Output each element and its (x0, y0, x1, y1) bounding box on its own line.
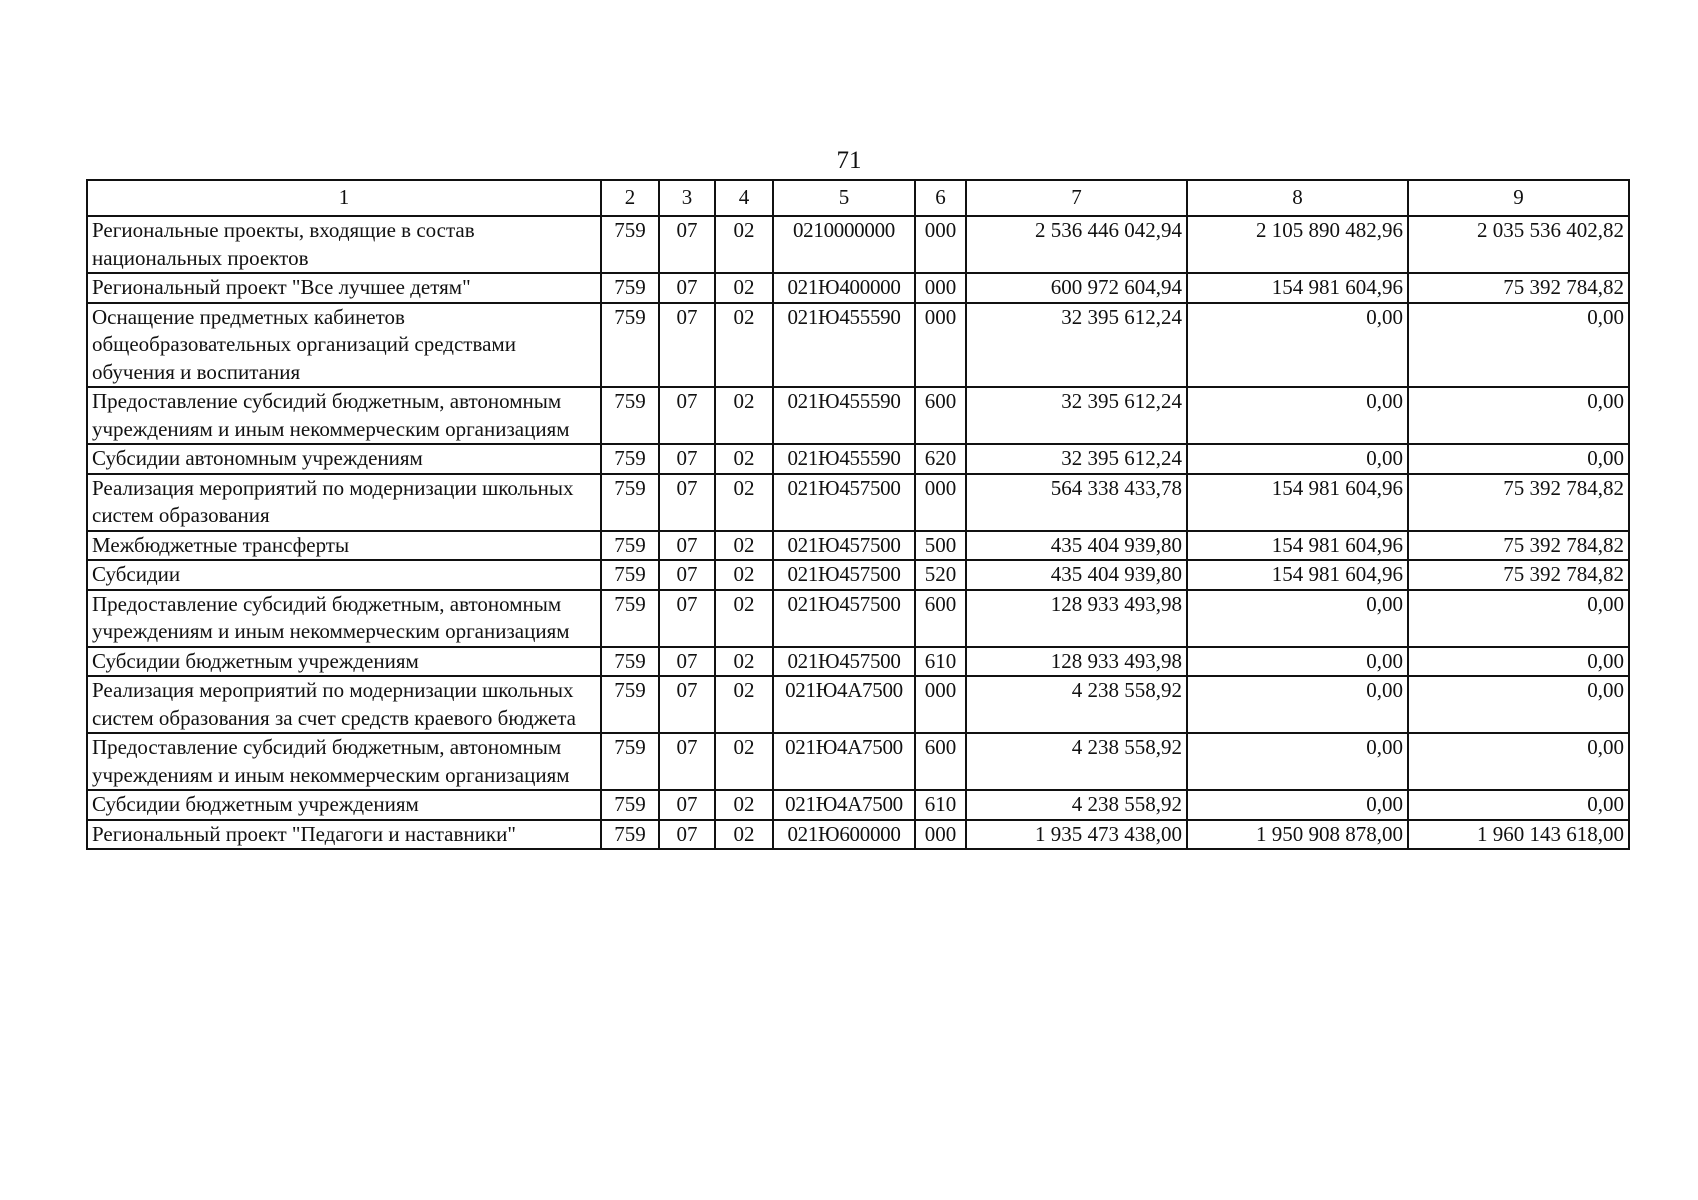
code-cell: 759 (601, 820, 659, 850)
code-cell: 02 (715, 273, 773, 303)
code-cell: 000 (915, 303, 966, 388)
item-name: Субсидии бюджетным учреждениям (87, 647, 601, 677)
header-cell: 4 (715, 180, 773, 216)
code-cell: 021Ю457500 (773, 647, 915, 677)
amount-cell: 0,00 (1408, 733, 1629, 790)
table-row (87, 790, 1629, 820)
code-cell: 000 (915, 820, 966, 850)
code-cell: 021Ю457500 (773, 590, 915, 647)
code-cell: 07 (659, 820, 715, 850)
code-cell: 620 (915, 444, 966, 474)
amount-cell: 154 981 604,96 (1187, 273, 1408, 303)
table-body (87, 180, 1629, 849)
code-cell: 02 (715, 531, 773, 561)
item-name: Предоставление субсидий бюджетным, автономным учреждениям и иным некоммерческим организациям (87, 590, 601, 647)
amount-cell: 2 536 446 042,94 (966, 216, 1187, 273)
code-cell: 07 (659, 531, 715, 561)
table-row (87, 387, 1629, 444)
amount-cell: 0,00 (1187, 733, 1408, 790)
code-cell: 021Ю400000 (773, 273, 915, 303)
header-cell: 2 (601, 180, 659, 216)
amount-cell: 2 105 890 482,96 (1187, 216, 1408, 273)
amount-cell: 1 950 908 878,00 (1187, 820, 1408, 850)
item-name: Предоставление субсидий бюджетным, автономным учреждениям и иным некоммерческим организациям (87, 733, 601, 790)
code-cell: 759 (601, 647, 659, 677)
page-number: 71 (836, 147, 862, 174)
code-cell: 02 (715, 560, 773, 590)
table-row (87, 444, 1629, 474)
code-cell: 02 (715, 444, 773, 474)
amount-cell: 0,00 (1408, 303, 1629, 388)
amount-cell: 600 972 604,94 (966, 273, 1187, 303)
table-row (87, 647, 1629, 677)
amount-cell: 0,00 (1187, 676, 1408, 733)
table-row (87, 216, 1629, 273)
amount-cell: 1 935 473 438,00 (966, 820, 1187, 850)
amount-cell: 2 035 536 402,82 (1408, 216, 1629, 273)
code-cell: 021Ю455590 (773, 303, 915, 388)
code-cell: 000 (915, 474, 966, 531)
amount-cell: 0,00 (1408, 387, 1629, 444)
header-cell: 6 (915, 180, 966, 216)
code-cell: 02 (715, 676, 773, 733)
amount-cell: 0,00 (1187, 790, 1408, 820)
code-cell: 759 (601, 733, 659, 790)
code-cell: 02 (715, 387, 773, 444)
code-cell: 021Ю4А7500 (773, 790, 915, 820)
amount-cell: 75 392 784,82 (1408, 531, 1629, 561)
code-cell: 0210000000 (773, 216, 915, 273)
code-cell: 02 (715, 303, 773, 388)
item-name: Оснащение предметных кабинетов общеобразовательных организаций средствами обучения и воспитания (87, 303, 601, 388)
table-row (87, 820, 1629, 850)
code-cell: 759 (601, 303, 659, 388)
amount-cell: 32 395 612,24 (966, 444, 1187, 474)
amount-cell: 435 404 939,80 (966, 560, 1187, 590)
code-cell: 610 (915, 790, 966, 820)
amount-cell: 4 238 558,92 (966, 733, 1187, 790)
amount-cell: 0,00 (1187, 590, 1408, 647)
table-row (87, 560, 1629, 590)
code-cell: 07 (659, 590, 715, 647)
code-cell: 610 (915, 647, 966, 677)
table-row (87, 273, 1629, 303)
budget-table (86, 179, 1630, 850)
amount-cell: 4 238 558,92 (966, 790, 1187, 820)
amount-cell: 0,00 (1187, 303, 1408, 388)
amount-cell: 0,00 (1408, 676, 1629, 733)
code-cell: 02 (715, 216, 773, 273)
code-cell: 021Ю4А7500 (773, 676, 915, 733)
code-cell: 07 (659, 303, 715, 388)
header-cell: 3 (659, 180, 715, 216)
amount-cell: 75 392 784,82 (1408, 273, 1629, 303)
code-cell: 02 (715, 590, 773, 647)
amount-cell: 75 392 784,82 (1408, 474, 1629, 531)
code-cell: 02 (715, 790, 773, 820)
amount-cell: 75 392 784,82 (1408, 560, 1629, 590)
amount-cell: 435 404 939,80 (966, 531, 1187, 561)
header-cell: 9 (1408, 180, 1629, 216)
code-cell: 600 (915, 590, 966, 647)
amount-cell: 128 933 493,98 (966, 647, 1187, 677)
code-cell: 07 (659, 216, 715, 273)
item-name: Субсидии автономным учреждениям (87, 444, 601, 474)
header-cell: 1 (87, 180, 601, 216)
code-cell: 021Ю457500 (773, 474, 915, 531)
item-name: Реализация мероприятий по модернизации школьных систем образования (87, 474, 601, 531)
header-cell: 7 (966, 180, 1187, 216)
item-name: Межбюджетные трансферты (87, 531, 601, 561)
amount-cell: 154 981 604,96 (1187, 474, 1408, 531)
amount-cell: 0,00 (1408, 444, 1629, 474)
code-cell: 759 (601, 531, 659, 561)
code-cell: 07 (659, 560, 715, 590)
table-row (87, 474, 1629, 531)
code-cell: 759 (601, 273, 659, 303)
code-cell: 02 (715, 733, 773, 790)
item-name: Региональные проекты, входящие в состав национальных проектов (87, 216, 601, 273)
amount-cell: 4 238 558,92 (966, 676, 1187, 733)
item-name: Предоставление субсидий бюджетным, автономным учреждениям и иным некоммерческим организациям (87, 387, 601, 444)
code-cell: 02 (715, 820, 773, 850)
code-cell: 759 (601, 590, 659, 647)
code-cell: 759 (601, 790, 659, 820)
code-cell: 021Ю4А7500 (773, 733, 915, 790)
code-cell: 759 (601, 676, 659, 733)
amount-cell: 0,00 (1187, 647, 1408, 677)
code-cell: 07 (659, 273, 715, 303)
code-cell: 759 (601, 474, 659, 531)
amount-cell: 564 338 433,78 (966, 474, 1187, 531)
amount-cell: 0,00 (1408, 647, 1629, 677)
header-cell: 8 (1187, 180, 1408, 216)
table-row (87, 676, 1629, 733)
code-cell: 759 (601, 560, 659, 590)
table-row (87, 303, 1629, 388)
amount-cell: 128 933 493,98 (966, 590, 1187, 647)
amount-cell: 154 981 604,96 (1187, 560, 1408, 590)
item-name: Региональный проект "Педагоги и наставники" (87, 820, 601, 850)
code-cell: 500 (915, 531, 966, 561)
code-cell: 000 (915, 273, 966, 303)
amount-cell: 1 960 143 618,00 (1408, 820, 1629, 850)
amount-cell: 0,00 (1187, 444, 1408, 474)
amount-cell: 32 395 612,24 (966, 303, 1187, 388)
header-row (87, 180, 1629, 216)
code-cell: 759 (601, 387, 659, 444)
code-cell: 07 (659, 647, 715, 677)
code-cell: 759 (601, 444, 659, 474)
amount-cell: 0,00 (1408, 790, 1629, 820)
code-cell: 02 (715, 474, 773, 531)
code-cell: 07 (659, 444, 715, 474)
code-cell: 000 (915, 216, 966, 273)
code-cell: 07 (659, 387, 715, 444)
code-cell: 021Ю457500 (773, 531, 915, 561)
amount-cell: 32 395 612,24 (966, 387, 1187, 444)
code-cell: 07 (659, 676, 715, 733)
amount-cell: 0,00 (1187, 387, 1408, 444)
code-cell: 000 (915, 676, 966, 733)
item-name: Субсидии бюджетным учреждениям (87, 790, 601, 820)
item-name: Реализация мероприятий по модернизации школьных систем образования за счет средств краевого бюджета (87, 676, 601, 733)
amount-cell: 154 981 604,96 (1187, 531, 1408, 561)
header-cell: 5 (773, 180, 915, 216)
code-cell: 759 (601, 216, 659, 273)
code-cell: 02 (715, 647, 773, 677)
item-name: Региональный проект "Все лучшее детям" (87, 273, 601, 303)
code-cell: 07 (659, 474, 715, 531)
code-cell: 021Ю455590 (773, 387, 915, 444)
code-cell: 520 (915, 560, 966, 590)
table-row (87, 733, 1629, 790)
item-name: Субсидии (87, 560, 601, 590)
amount-cell: 0,00 (1408, 590, 1629, 647)
code-cell: 021Ю455590 (773, 444, 915, 474)
code-cell: 600 (915, 733, 966, 790)
code-cell: 021Ю600000 (773, 820, 915, 850)
table-row (87, 590, 1629, 647)
code-cell: 07 (659, 733, 715, 790)
table-row (87, 531, 1629, 561)
code-cell: 600 (915, 387, 966, 444)
code-cell: 021Ю457500 (773, 560, 915, 590)
code-cell: 07 (659, 790, 715, 820)
